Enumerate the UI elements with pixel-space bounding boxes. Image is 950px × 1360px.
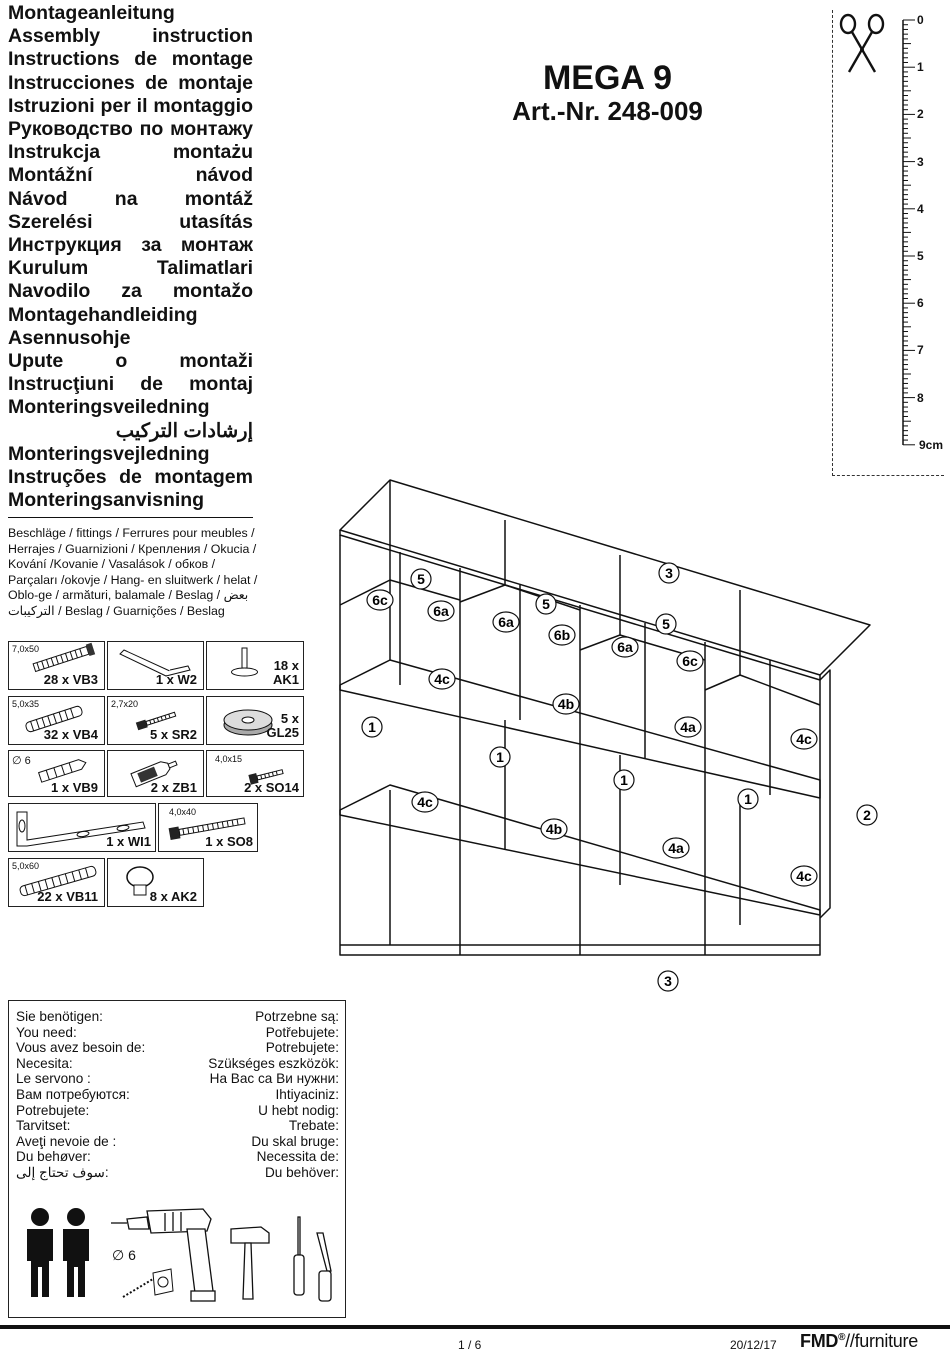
fitting-vb4 [8, 696, 105, 745]
brand-logo [800, 1331, 918, 1352]
title-dk: Monteringsvejledning [8, 442, 210, 465]
need-fi: Tarvitset: [16, 1118, 71, 1134]
cut-out-ruler [832, 10, 944, 476]
footer-rule [0, 1325, 950, 1329]
need-pl: Potrzebne są: [255, 1009, 339, 1024]
drill-size: ∅ 6 [112, 1247, 136, 1263]
fitting-vb11 [8, 858, 105, 907]
two-persons-icon [23, 1207, 93, 1299]
ruler-label: 5 [917, 249, 924, 263]
fitting-label: 1 x VB9 [51, 780, 98, 795]
title-pt: Instruções de montagem [8, 466, 253, 489]
callout-label: 4c [796, 868, 812, 884]
fitting-label: 5 x GL25 [266, 711, 299, 740]
need-ro: Aveţi nevoie de : [16, 1133, 117, 1149]
callout-label: 1 [620, 772, 628, 788]
ruler-label: 3 [917, 154, 924, 169]
callout-label: 4a [680, 719, 696, 735]
callout-label: 3 [664, 973, 672, 989]
brand-registered: ® [838, 1332, 846, 1343]
fitting-size: 5,0x35 [12, 699, 40, 709]
pin-icon [225, 646, 265, 686]
callout-label: 4c [434, 671, 450, 687]
title-hr: Upute o montaži [8, 350, 253, 373]
title-ro: Instrucţiuni de montaj [8, 373, 253, 396]
need-cz: Potřebujete: [265, 1024, 339, 1040]
product-name: MEGA 9 [542, 59, 673, 97]
fitting-size: 4,0x15 [215, 754, 243, 764]
fitting-so8 [158, 803, 258, 852]
need-de: Sie benötigen: [16, 1009, 103, 1024]
tools-need-left [16, 1009, 145, 1181]
fitting-label: 32 x VB4 [43, 727, 98, 742]
scissors-icon [837, 14, 887, 76]
ruler-label: 6 [917, 296, 924, 311]
fittings-heading: Beschläge / fittings / Ferrures pour meubles / Herrajes / Guarnizioni / Крепления / Okucia / Kování /Kovanie / Vasalások / обков / Parçaları /okovje / Hang- en sluitwerk / helat / Oblo-ge / armături, balamale / Beslag / بعض التركيبات / Beslag / Guarnições / Beslag [8, 526, 258, 618]
titles-divider [8, 517, 253, 518]
brand-suffix: //furniture [845, 1331, 918, 1351]
brand-name: FMD [800, 1331, 839, 1351]
callout-label: 1 [496, 749, 504, 765]
fitting-w2 [107, 641, 204, 690]
screwdriver-cross-icon [309, 1231, 339, 1315]
callout-label: 5 [662, 616, 670, 632]
callout-label: 4b [557, 696, 575, 712]
callout-label: 4c [796, 731, 812, 747]
fitting-size: 7,0x50 [12, 644, 40, 654]
callout-label: 6b [553, 627, 571, 643]
title-cz: Montážní návod [8, 164, 253, 187]
callout-label: 4c [417, 794, 433, 810]
title-bg: Инструкция за монтаж [8, 234, 253, 257]
need-dk: Du skal bruge: [251, 1133, 339, 1149]
callout-label: 6a [498, 614, 514, 630]
need-hr: Trebate: [288, 1118, 339, 1134]
ruler-label: 1 [917, 60, 924, 75]
ruler-label: 7 [917, 343, 924, 358]
fitting-ak1 [206, 641, 304, 690]
fitting-ak2 [107, 858, 204, 907]
callout-label: 2 [863, 807, 871, 823]
screw-icon [21, 644, 101, 674]
need-no: Du behøver: [16, 1149, 91, 1165]
screwdriver-icon [289, 1215, 309, 1299]
ruler-label: 4 [917, 201, 924, 216]
tape-measure-icon [117, 1261, 177, 1301]
title-it: Istruzioni per il montaggio [8, 94, 253, 117]
callout-label: 5 [542, 596, 550, 612]
ruler-scale [887, 10, 917, 450]
ruler-label: 2 [917, 107, 924, 122]
fitting-label: 1 x SO8 [205, 834, 253, 849]
title-nl: Montagehandleiding [8, 303, 198, 326]
title-se: Monteringsanvisning [8, 489, 205, 512]
shelf-diagram [330, 460, 890, 989]
title-si: Navodilo za montažo [8, 280, 253, 303]
need-ar: سوف تحتاج إلى: [16, 1164, 109, 1180]
need-sk: Potrebujete: [265, 1040, 339, 1056]
title-en: Assembly instruction [8, 25, 253, 48]
fitting-label: 1 x W2 [155, 672, 197, 687]
fitting-label: 5 x SR2 [150, 727, 197, 742]
need-ru: Вам потребуются: [16, 1086, 130, 1102]
need-pt: Necessita de: [256, 1149, 339, 1165]
tools-need-right [208, 1009, 339, 1181]
title-tr: Kurulum Talimatlari [8, 257, 253, 280]
fitting-label: 28 x VB3 [43, 672, 98, 687]
title-es: Instrucciones de montaje [8, 71, 253, 94]
callout-label: 6c [682, 653, 698, 669]
fitting-gl25 [206, 696, 304, 745]
callout-label: 1 [368, 719, 376, 735]
callout-label: 6a [617, 639, 633, 655]
document-date: 20/12/17 [730, 1338, 777, 1352]
title-hu: Szerelési utasítás [8, 210, 253, 233]
title-ru: Руководство по монтажу [8, 118, 253, 141]
title-de: Montageanleitung [8, 2, 175, 24]
callout-label: 6c [372, 592, 388, 608]
language-titles [8, 2, 253, 512]
fitting-zb1 [107, 750, 204, 797]
callout-label: 4b [545, 821, 563, 837]
fitting-vb9 [8, 750, 105, 797]
fitting-label: 8 x AK2 [149, 889, 197, 904]
tools-needed-box [8, 1000, 346, 1318]
ruler-label: 9cm [919, 437, 944, 452]
title-fi: Asennusohje [8, 326, 131, 349]
need-hu: Szükséges eszközök: [208, 1055, 339, 1071]
fitting-wi1 [8, 803, 156, 852]
need-it: Le servono : [16, 1071, 91, 1087]
fitting-size: 2,7x20 [111, 699, 139, 709]
need-en: You need: [16, 1024, 77, 1040]
fitting-vb3 [8, 641, 105, 690]
callout-label: 6a [433, 603, 449, 619]
fitting-sr2 [107, 696, 204, 745]
fitting-so14 [206, 750, 304, 797]
need-tr: Ihtiyaciniz: [275, 1086, 339, 1102]
need-se: Du behöver: [264, 1164, 339, 1180]
product-heading [480, 60, 735, 126]
page-number: 1 / 6 [458, 1338, 482, 1352]
need-nl: U hebt nodig: [258, 1102, 339, 1118]
fitting-size: ∅ 6 [12, 755, 31, 767]
ruler-label: 0 [917, 13, 924, 27]
title-pl: Instrukcja montażu [8, 141, 253, 164]
fitting-label: 18 x AK1 [272, 658, 299, 687]
ruler-label: 8 [917, 390, 924, 405]
title-fr: Instructions de montage [8, 48, 253, 71]
fitting-size: 4,0x40 [169, 807, 197, 817]
fitting-label: 22 x VB11 [37, 889, 98, 904]
hammer-icon [227, 1223, 281, 1303]
callout-label: 3 [665, 565, 673, 581]
title-no: Monteringsveiledning [8, 396, 210, 419]
article-number: Art.-Nr. 248-009 [512, 96, 703, 126]
fitting-label: 2 x ZB1 [150, 780, 197, 795]
fitting-size: 5,0x60 [12, 861, 40, 871]
callout-label: 5 [417, 571, 425, 587]
need-si: Potrebujete: [16, 1102, 90, 1118]
title-ar: إرشادات التركيب [115, 419, 253, 442]
callout-label: 4a [668, 840, 684, 856]
need-bg: На Вас са Ви нужни: [209, 1071, 339, 1087]
fitting-label: 1 x WI1 [106, 834, 151, 849]
need-fr: Vous avez besoin de: [16, 1040, 146, 1056]
fitting-label: 2 x SO14 [244, 780, 299, 795]
need-es: Necesita: [16, 1055, 73, 1071]
title-sk: Návod na montáž [8, 187, 253, 210]
callout-label: 1 [744, 791, 752, 807]
